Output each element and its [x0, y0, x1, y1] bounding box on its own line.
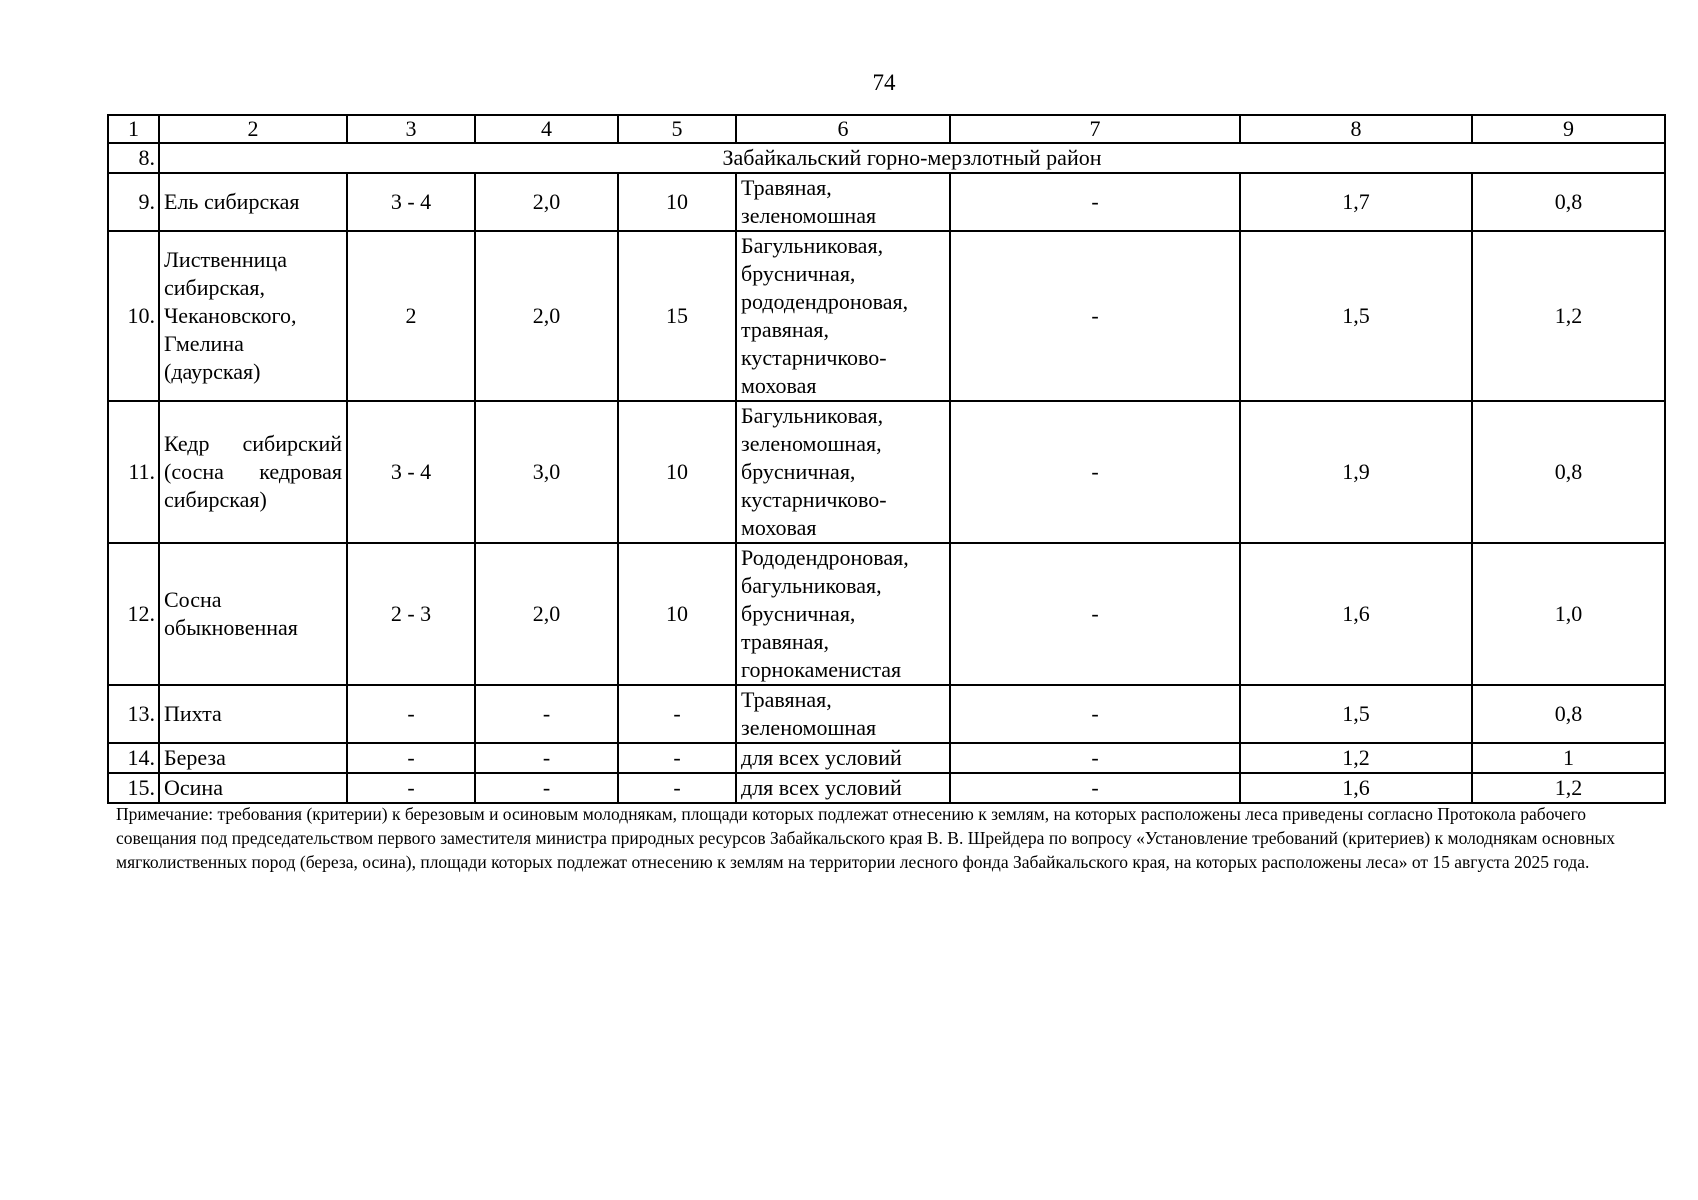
col4-cell: 3,0	[475, 401, 618, 543]
forest-type-cell-line: зеленомошная,	[741, 431, 882, 456]
species-cell-line: Пихта	[164, 701, 222, 726]
forest-type-cell-line: брусничная,	[741, 601, 856, 626]
footnote: Примечание: требования (критерии) к березовым и осиновым молоднякам, площади которых подлежат отнесению к землям, на которых расположены леса приведены согласно Протокола рабочего совещания под председательством первого заместителя министра природных ресурсов Забайкальского края В. В. Шрейдера по вопросу «Установление требований (критериев) к молоднякам основных мягколиственных пород (береза, осина), площади которых подлежат отнесению к землям на территории лесного фонда Забайкальского края, на которых расположены леса» от 15 августа 2025 года.	[116, 804, 1616, 872]
col8-cell: 1,2	[1240, 743, 1472, 773]
table-row	[108, 543, 1665, 685]
forest-type-cell-line: зеленомошная	[741, 203, 877, 228]
col3-cell: 2	[347, 231, 475, 401]
forest-type-cell	[736, 231, 950, 401]
forest-type-cell-line: Багульниковая,	[741, 233, 884, 258]
forest-type-cell-line: Багульниковая,	[741, 403, 884, 428]
col7-cell: -	[950, 773, 1240, 803]
species-cell	[159, 231, 347, 401]
col5-cell: 10	[618, 543, 736, 685]
row-number: 15.	[108, 773, 159, 803]
species-cell-line: Кедр сибирский	[164, 431, 342, 456]
forest-type-cell-line: травяная,	[741, 629, 830, 654]
col7-cell: -	[950, 231, 1240, 401]
col7-cell: -	[950, 543, 1240, 685]
region-row	[108, 143, 1665, 173]
species-cell-line: Чекановского,	[164, 303, 297, 328]
col7-cell: -	[950, 401, 1240, 543]
col5-cell: 15	[618, 231, 736, 401]
species-cell-line: Береза	[164, 745, 226, 770]
header-cell: 7	[950, 115, 1240, 143]
forest-type-cell	[736, 685, 950, 743]
header-cell: 3	[347, 115, 475, 143]
species-cell	[159, 543, 347, 685]
forest-type-cell-line: Травяная,	[741, 687, 832, 712]
forest-type-cell-line: брусничная,	[741, 261, 856, 286]
col9-cell: 1,0	[1472, 543, 1665, 685]
col5-cell: -	[618, 685, 736, 743]
col9-cell: 0,8	[1472, 685, 1665, 743]
table-row	[108, 173, 1665, 231]
forest-type-cell-line: кустарничково-	[741, 487, 887, 512]
header-cell: 1	[108, 115, 159, 143]
forest-criteria-table	[107, 114, 1666, 804]
species-cell	[159, 773, 347, 803]
header-cell: 6	[736, 115, 950, 143]
col3-cell: -	[347, 743, 475, 773]
col9-cell: 1,2	[1472, 231, 1665, 401]
row-number: 14.	[108, 743, 159, 773]
row-number: 9.	[108, 173, 159, 231]
species-cell-line: Осина	[164, 775, 223, 800]
species-cell-line: Сосна	[164, 587, 222, 612]
col9-cell: 0,8	[1472, 173, 1665, 231]
col8-cell: 1,6	[1240, 773, 1472, 803]
col8-cell: 1,6	[1240, 543, 1472, 685]
header-cell: 8	[1240, 115, 1472, 143]
row-number: 13.	[108, 685, 159, 743]
table-body	[108, 115, 1665, 803]
species-cell-line: сибирская)	[164, 487, 267, 512]
col9-cell: 0,8	[1472, 401, 1665, 543]
forest-type-cell-line: кустарничково-	[741, 345, 887, 370]
forest-type-cell	[736, 743, 950, 773]
table-row	[108, 231, 1665, 401]
col4-cell: -	[475, 685, 618, 743]
header-cell: 9	[1472, 115, 1665, 143]
col8-cell: 1,5	[1240, 231, 1472, 401]
forest-type-cell-line: моховая	[741, 515, 817, 540]
col8-cell: 1,9	[1240, 401, 1472, 543]
col4-cell: 2,0	[475, 231, 618, 401]
row-number: 12.	[108, 543, 159, 685]
col3-cell: 3 - 4	[347, 401, 475, 543]
forest-type-cell-line: моховая	[741, 373, 817, 398]
forest-type-cell-line: брусничная,	[741, 459, 856, 484]
row-number: 11.	[108, 401, 159, 543]
col3-cell: -	[347, 773, 475, 803]
col4-cell: 2,0	[475, 173, 618, 231]
col4-cell: -	[475, 773, 618, 803]
col7-cell: -	[950, 173, 1240, 231]
species-cell-line: Лиственница	[164, 247, 287, 272]
table-row	[108, 773, 1665, 803]
forest-type-cell-line: для всех условий	[741, 775, 902, 800]
col7-cell: -	[950, 685, 1240, 743]
species-cell	[159, 743, 347, 773]
species-cell-line: (сосна кедровая	[164, 459, 342, 484]
forest-type-cell-line: Рододендроновая,	[741, 545, 909, 570]
species-cell	[159, 685, 347, 743]
species-cell	[159, 401, 347, 543]
col5-cell: 10	[618, 173, 736, 231]
forest-type-cell	[736, 773, 950, 803]
forest-type-cell-line: травяная,	[741, 317, 830, 342]
col7-cell: -	[950, 743, 1240, 773]
col4-cell: -	[475, 743, 618, 773]
col9-cell: 1,2	[1472, 773, 1665, 803]
col8-cell: 1,7	[1240, 173, 1472, 231]
col9-cell: 1	[1472, 743, 1665, 773]
forest-type-cell-line: для всех условий	[741, 745, 902, 770]
page-number: 74	[872, 70, 896, 95]
forest-type-cell	[736, 543, 950, 685]
species-cell-line: Ель сибирская	[164, 189, 300, 214]
forest-type-cell-line: Травяная,	[741, 175, 832, 200]
table-row	[108, 743, 1665, 773]
col5-cell: 10	[618, 401, 736, 543]
header-cell: 5	[618, 115, 736, 143]
region-row-number: 8.	[108, 143, 159, 173]
species-cell-line: обыкновенная	[164, 615, 298, 640]
forest-type-cell	[736, 173, 950, 231]
table-row	[108, 685, 1665, 743]
forest-type-cell	[736, 401, 950, 543]
forest-type-cell-line: горнокаменистая	[741, 657, 902, 682]
species-cell-line: (даурская)	[164, 359, 261, 384]
forest-type-cell-line: зеленомошная	[741, 715, 877, 740]
region-title: Забайкальский горно-мерзлотный район	[159, 143, 1665, 173]
col4-cell: 2,0	[475, 543, 618, 685]
col3-cell: 2 - 3	[347, 543, 475, 685]
header-row	[108, 115, 1665, 143]
col5-cell: -	[618, 743, 736, 773]
header-cell: 4	[475, 115, 618, 143]
col8-cell: 1,5	[1240, 685, 1472, 743]
species-cell-line: Гмелина	[164, 331, 244, 356]
table-row	[108, 401, 1665, 543]
forest-type-cell-line: рододендроновая,	[741, 289, 909, 314]
forest-type-cell-line: багульниковая,	[741, 573, 882, 598]
col3-cell: 3 - 4	[347, 173, 475, 231]
row-number: 10.	[108, 231, 159, 401]
header-cell: 2	[159, 115, 347, 143]
col3-cell: -	[347, 685, 475, 743]
species-cell-line: сибирская,	[164, 275, 266, 300]
col5-cell: -	[618, 773, 736, 803]
species-cell	[159, 173, 347, 231]
